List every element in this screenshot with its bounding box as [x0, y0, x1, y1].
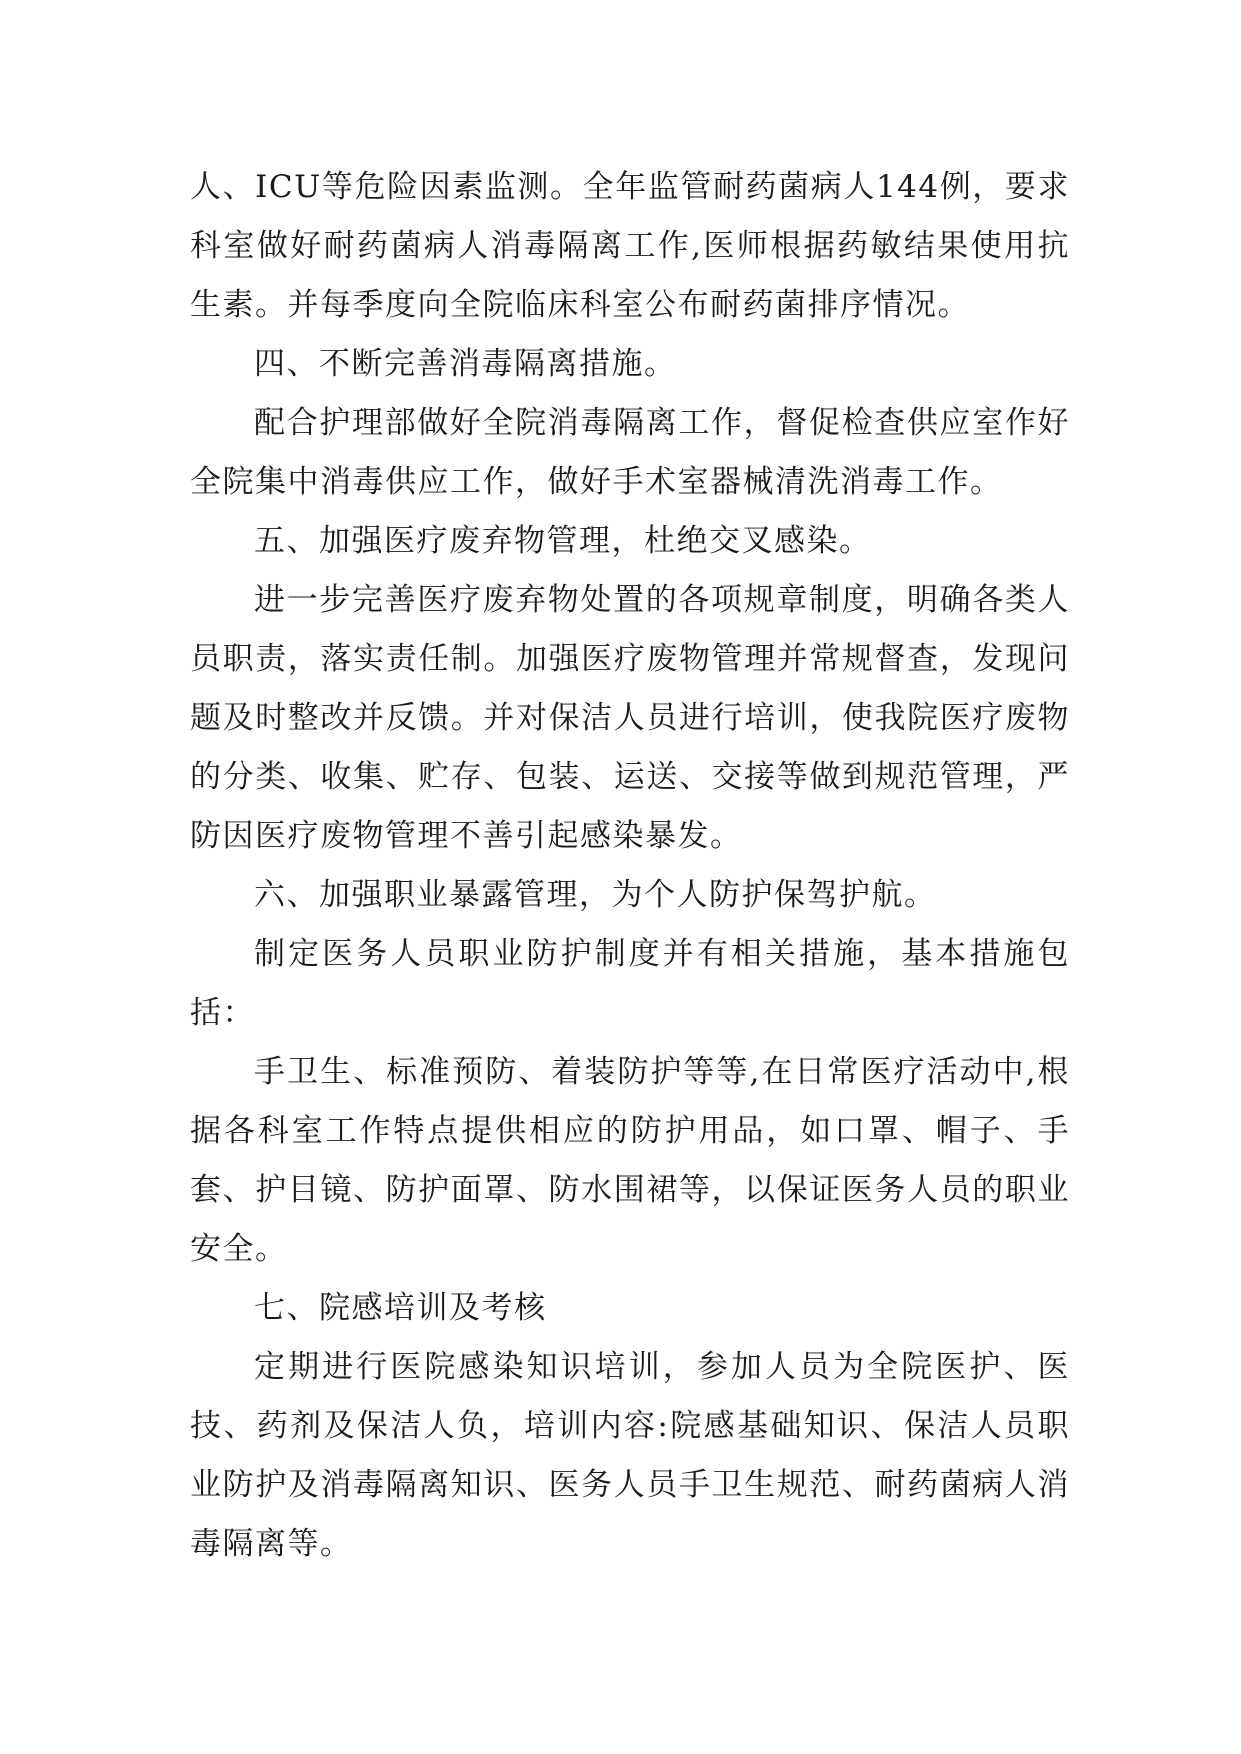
paragraph-protection-policy: 制定医务人员职业防护制度并有相关措施，基本措施包括： [190, 936, 1070, 1031]
heading-disinfection-isolation: 四、不断完善消毒隔离措施。 [254, 346, 677, 382]
document-body [190, 158, 1070, 1574]
heading-training-assessment: 七、院感培训及考核 [254, 1290, 547, 1326]
paragraph-protection-measures: 手卫生、标准预防、着装防护等等,在日常医疗活动中,根据各科室工作特点提供相应的防护用品，如口罩、帽子、手套、护目镜、防护面罩、防水围裙等，以保证医务人员的职业安全。 [190, 1054, 1070, 1267]
paragraph-medical-waste: 进一步完善医疗废弃物处置的各项规章制度，明确各类人员职责，落实责任制。加强医疗废物管理并常规督查，发现问题及时整改并反馈。并对保洁人员进行培训，使我院医疗废物的分类、收集、贮存、包装、运送、交接等做到规范管理，严防因医疗废物管理不善引起感染暴发。 [190, 582, 1070, 854]
paragraph-icu-monitoring: 人、ICU等危险因素监测。全年监管耐药菌病人144例，要求科室做好耐药菌病人消毒隔离工作,医师根据药敏结果使用抗生素。并每季度向全院临床科室公布耐药菌排序情况。 [190, 169, 1070, 323]
heading-occupational-exposure: 六、加强职业暴露管理，为个人防护保驾护航。 [254, 877, 937, 913]
paragraph-disinfection-supply: 配合护理部做好全院消毒隔离工作，督促检查供应室作好全院集中消毒供应工作，做好手术室器械清洗消毒工作。 [190, 405, 1070, 500]
paragraph-training-content: 定期进行医院感染知识培训，参加人员为全院医护、医技、药剂及保洁人负，培训内容:院感基础知识、保洁人员职业防护及消毒隔离知识、医务人员手卫生规范、耐药菌病人消毒隔离等。 [190, 1349, 1070, 1562]
heading-medical-waste: 五、加强医疗废弃物管理，杜绝交叉感染。 [254, 523, 872, 559]
